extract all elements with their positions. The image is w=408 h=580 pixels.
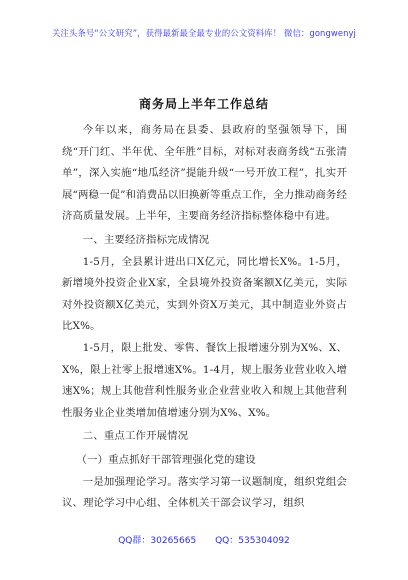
paragraph-theory-study: 一是加强理论学习。落实学习第一议题制度，组织党组会议、理论学习中心组、全体机关干部会议学习，组织 [62, 475, 347, 510]
footer-contact [0, 533, 408, 546]
footer-qq-number: QQ：535304092 [215, 536, 290, 546]
document-body [62, 120, 347, 515]
header-note: 关注头条号“公文研究”，获得最新最全最专业的公文资料库！ 微信：gongwenyj [52, 28, 356, 38]
section-heading-key-work: 二、重点工作开展情况 [82, 430, 189, 443]
footer-qq-group: QQ群：30265665 [118, 536, 197, 546]
section-heading-indicators: 一、主要经济指标完成情况 [82, 233, 210, 246]
paragraph-retail-services: 1-5月，限上批发、零售、餐饮上报增速分别为X%、X、X%，限上社零上报增速X%。1-4月，规上服务业营业收入增速X%；规上其他营利性服务业企业营业收入和规上其他营利性服务业企业类增加值增速分别为X%、X%。 [62, 341, 347, 419]
paragraph-intro: 今年以来，商务局在县委、县政府的坚强领导下，围绕“开门红、半年优、全年胜”目标，对标对表商务线“五张清单”，深入实施“地瓜经济”提能升级“一号开放工程”，扎实开展“两稳一促”和消费品以旧换新等重点工作，全力推动商务经济高质量发展。上半年，主要商务经济指标整体稳中有进。 [62, 124, 347, 223]
document-title: 商务局上半年工作总结 [138, 97, 269, 111]
paragraph-trade-investment: 1-5月，全县累计进出口X亿元，同比增长X%。1-5月，新增境外投资企业X家，全县境外投资备案额X亿美元，实际对外投资额X亿美元，实到外资X万美元，其中制造业外资占比X%。 [62, 255, 347, 333]
subsection-heading-party-building: （一）重点抓好干部管理强化党的建设 [76, 453, 256, 466]
